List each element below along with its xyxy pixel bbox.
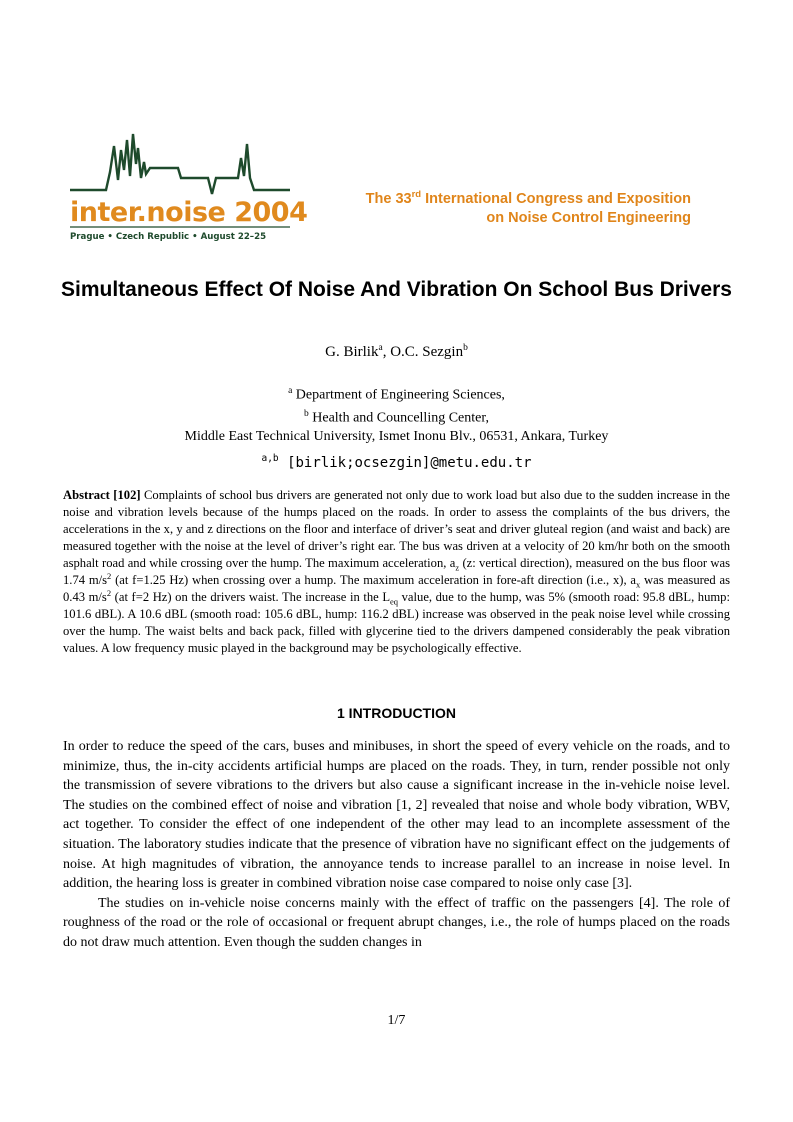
abstract-label: Abstract [102] [63, 488, 141, 502]
affiliation-a: $^a$ Department of Engineering Sciences, [288, 386, 505, 403]
conference-logo [66, 128, 308, 246]
congress-header [366, 185, 691, 228]
section-heading-introduction: 1 INTRODUCTION [337, 705, 456, 721]
introduction-body [63, 737, 730, 953]
affiliation-address: Middle East Technical University, Ismet Inonu Blv., 06531, Ankara, Turkey [184, 429, 609, 445]
author-email: $^{a,b}$ [birlik;ocsezgin]@metu.edu.tr [261, 453, 532, 471]
email-address: [birlik;ocsezgin]@metu.edu.tr [278, 455, 532, 471]
author-1: G. Birlik [325, 344, 379, 360]
logo-subtitle: Prague • Czech Republic • August 22–25 [70, 232, 267, 242]
congress-line-1: The 33rd International Congress and Exposition [365, 189, 691, 207]
affiliations [0, 382, 793, 446]
author-2: O.C. Sezgin [390, 344, 464, 360]
intro-paragraph-2: The studies on in-vehicle noise concerns mainly with the effect of traffic on the passengers [4]. The role of roughness of the road or the role of occasional or frequent abrupt changes, i.e., the role of humps placed on the roads do not draw much attention. Even though the sudden changes in [63, 895, 730, 950]
abstract: Abstract [102] Complaints of school bus drivers are generated not only due to work load but also due to the sudden increase in the noise and vibration levels because of the humps placed on the roads. In order to assess the complaints of the bus drivers, the accelerations in the x, y and z directions on the floor and interface of driver’s seat and driver gluteal region (and waist and back) are measured together with the noise at the level of driver’s right ear. The bus was driven at a velocity of 20 km/hr both on the smooth asphalt road and while crossing over the hump. The maximum acceleration, $a_z$ (z: vertical direction), measured on the bus floor was 1.74 $m/s^2$ (at f=1.25 Hz) when crossing over a hump. The maximum acceleration in fore-aft direction (i.e., x), $a_x$ was measured as 0.43 $m/s^2$ (at f=2 Hz) on the drivers waist. The increase in the $L_{eq}$ value, due to the hump, was 5% (smooth road: 95.8 dBL, hump: 101.6 dBL). A 10.6 dBL (smooth road: 105.6 dBL, hump: 116.2 dBL) increase was observed in the peak noise level while crossing over the hump. The waist belts and back pack, filled with glycerine tied to the drivers dampened considerably the peak vibration values. A low frequency music played in the background may be psychologically effective. [63, 488, 731, 655]
logo-wordmark: inter.noise 2004 [70, 197, 308, 228]
author-list: G. Birlik$^a$, O.C. Sezgin$^b$ [325, 343, 468, 360]
paper-title: Simultaneous Effect Of Noise And Vibration On School Bus Drivers [61, 278, 732, 301]
affiliation-b: $^b$ Health and Councelling Center, [304, 408, 489, 426]
page-number: 1/7 [387, 1013, 406, 1028]
congress-line-2: on Noise Control Engineering [486, 209, 691, 226]
intro-paragraph-1: In order to reduce the speed of the cars, buses and minibuses, in short the speed of every vehicle on the roads, and to minimize, thus, the in-city accidents artificial humps are placed on the roads. They, in turn, render possible not only the transmission of severe vibrations to the drivers but also cause a significant increase in the in-vehicle noise level. The studies on the combined effect of noise and vibration [1, 2] revealed that noise and whole body vibration, WBV, act together. To consider the effect of one independent of the other may lead to an incomplete assessment of the situation. The laboratory studies indicate that the presence of vibration have no significant effect on the judgements of noise. At high magnitudes of vibration, the annoyance tends to increase parallel to an increase in noise level. In addition, the hearing loss is greater in combined vibration noise case compared to noise only case [3]. [63, 739, 730, 892]
